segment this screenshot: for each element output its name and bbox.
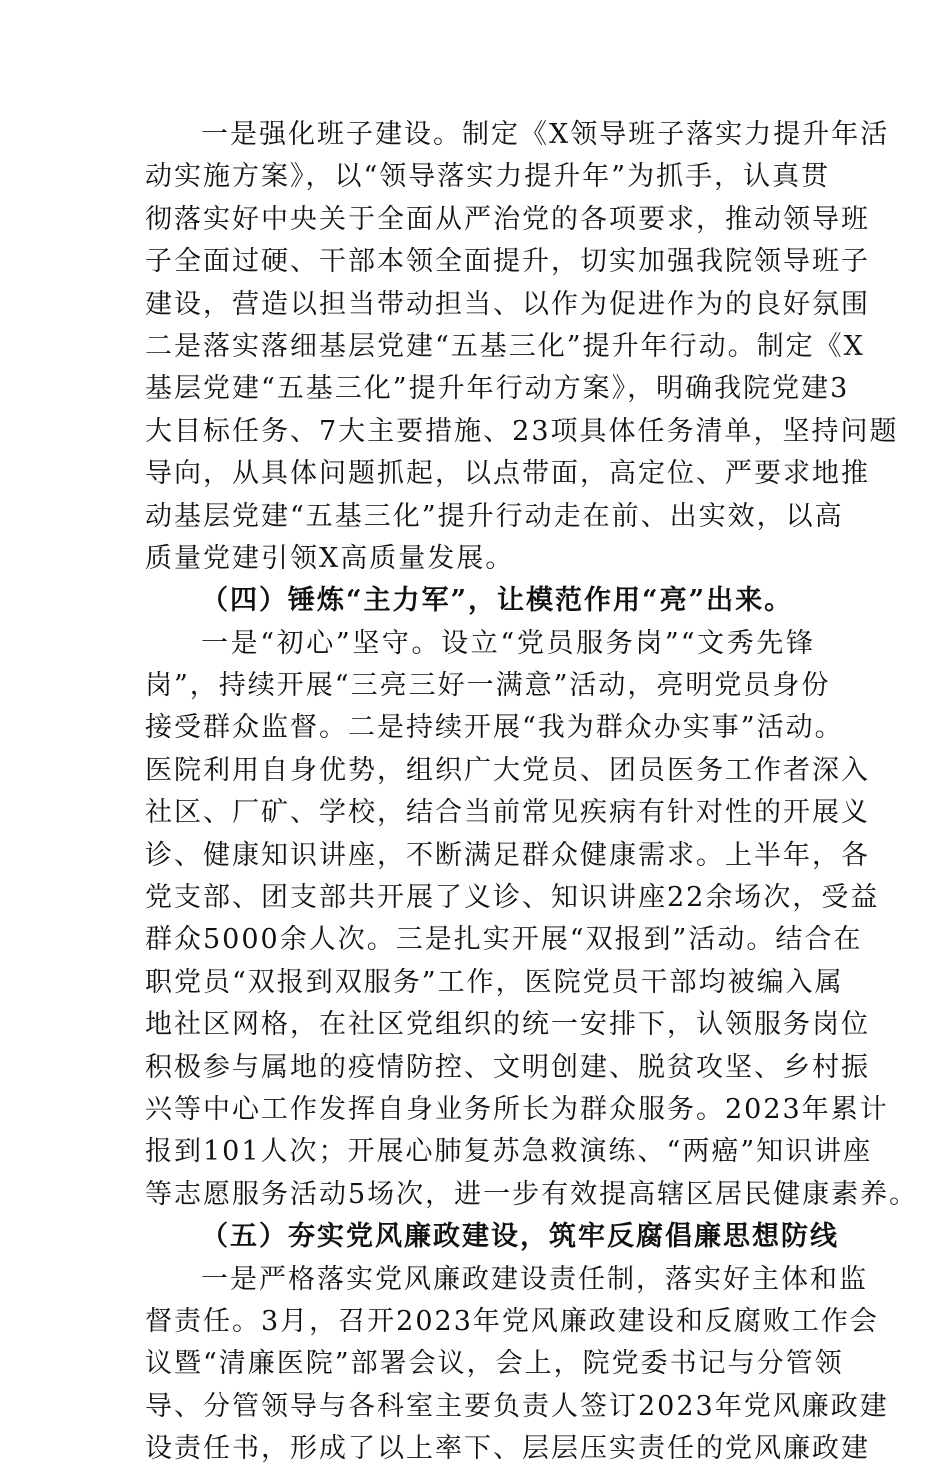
paragraph-line: 医院利用自身优势，组织广大党员、团员医务工作者深入 [145, 754, 870, 786]
paragraph-line: 党支部、团支部共开展了义诊、知识讲座22余场次，受益 [145, 882, 880, 914]
paragraph-line: 导向，从具体问题抓起，以点带面，高定位、严要求地推 [145, 458, 870, 490]
paragraph-line: 建设，营造以担当带动担当、以作为促进作为的良好氛围 [145, 288, 870, 320]
paragraph-line: 基层党建“五基三化”提升年行动方案》，明确我院党建3 [145, 373, 850, 405]
paragraph-line: 地社区网格，在社区党组织的统一安排下，认领服务岗位 [145, 1009, 870, 1041]
paragraph-line: 群众5000余人次。三是扎实开展“双报到”活动。结合在 [145, 924, 863, 956]
paragraph-line: 职党员“双报到双服务”工作，医院党员干部均被编入属 [145, 966, 844, 998]
paragraph-line: 议暨“清廉医院”部署会议，会上，院党委书记与分管领 [145, 1348, 844, 1380]
paragraph-line: 诊、健康知识讲座，不断满足群众健康需求。上半年，各 [145, 839, 870, 871]
paragraph-line: 督责任。3月，召开2023年党风廉政建设和反腐败工作会 [145, 1305, 879, 1337]
paragraph-line: 质量党建引领X高质量发展。 [145, 542, 515, 574]
paragraph-line: 一是严格落实党风廉政建设责任制，落实好主体和监 [201, 1263, 868, 1295]
section-heading: （五）夯实党风廉政建设，筑牢反腐倡廉思想防线 [201, 1221, 839, 1253]
paragraph-line: 动基层党建“五基三化”提升行动走在前、出实效，以高 [145, 500, 844, 532]
paragraph-line: 大目标任务、7大主要措施、23项具体任务清单，坚持问题 [145, 415, 899, 447]
paragraph-line: 导、分管领导与各科室主要负责人签订2023年党风廉政建 [145, 1390, 889, 1422]
paragraph-line: 接受群众监督。二是持续开展“我为群众办实事”活动。 [145, 712, 844, 744]
paragraph-line: 一是强化班子建设。制定《X领导班子落实力提升年活 [201, 119, 890, 150]
paragraph-line: 社区、厂矿、学校，结合当前常见疾病有针对性的开展义 [145, 797, 870, 829]
paragraph-line: 一是“初心”坚守。设立“党员服务岗”“文秀先锋 [201, 627, 815, 659]
paragraph-line: 等志愿服务活动5场次，进一步有效提高辖区居民健康素养。 [145, 1178, 919, 1210]
paragraph-line: 彻落实好中央关于全面从严治党的各项要求，推动领导班 [145, 203, 870, 235]
paragraph-line: 设责任书，形成了以上率下、层层压实责任的党风廉政建 [145, 1433, 870, 1465]
paragraph-line: 岗”，持续开展“三亮三好一满意”活动，亮明党员身份 [145, 670, 831, 702]
paragraph-line: 子全面过硬、干部本领全面提升，切实加强我院领导班子 [145, 246, 870, 278]
document-body [145, 114, 919, 1471]
paragraph-line: 报到101人次；开展心肺复苏急救演练、“两癌”知识讲座 [145, 1136, 873, 1168]
paragraph-line: 兴等中心工作发挥自身业务所长为群众服务。2023年累计 [145, 1093, 889, 1125]
paragraph-line: 二是落实落细基层党建“五基三化”提升年行动。制定《X [145, 330, 865, 362]
paragraph-line: 动实施方案》，以“领导落实力提升年”为抓手，认真贯 [145, 161, 831, 193]
section-heading: （四）锤炼“主力军”，让模范作用“亮”出来。 [201, 585, 794, 617]
paragraph-line: 积极参与属地的疫情防控、文明创建、脱贫攻坚、乡村振 [145, 1051, 870, 1083]
